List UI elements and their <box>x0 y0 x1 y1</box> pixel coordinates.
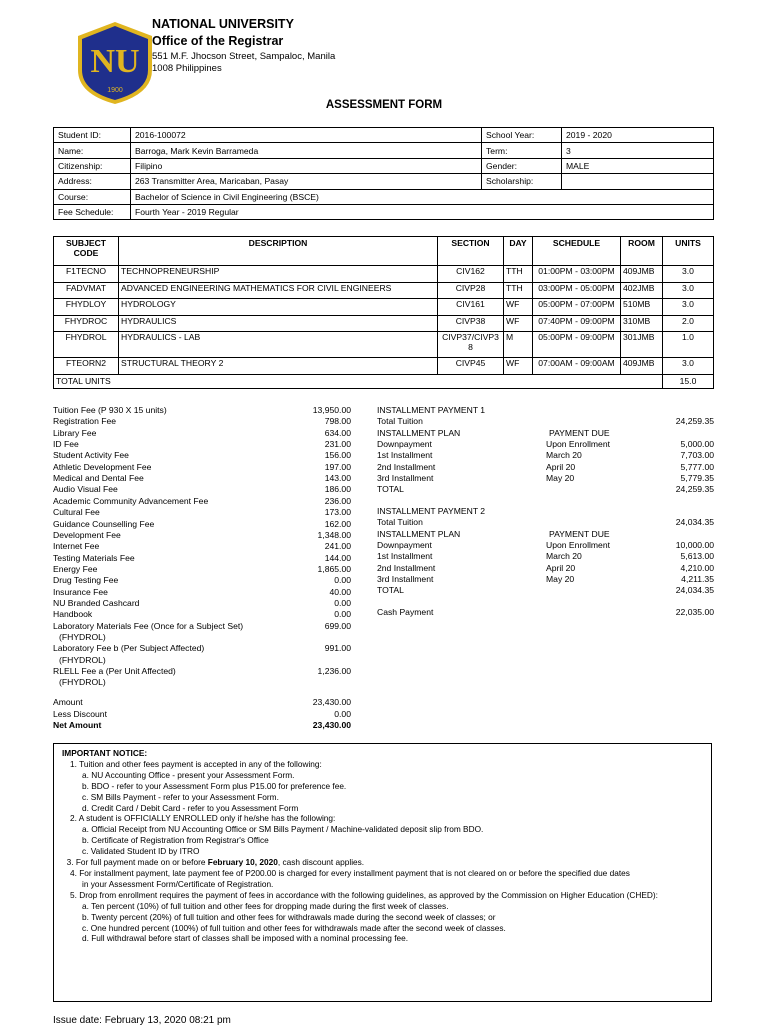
fee-row <box>53 666 351 677</box>
fee-row <box>53 450 351 461</box>
net-amount-label: Net Amount <box>53 720 102 730</box>
fee-row <box>53 484 351 495</box>
fee-schedule-value: Fourth Year - 2019 Regular <box>131 204 714 219</box>
fee-label: ID Fee <box>53 439 79 450</box>
fee-row <box>53 598 351 609</box>
installment-plan-header <box>377 529 714 540</box>
installment-amount: 5,777.00 <box>680 461 714 472</box>
total-tuition-row <box>377 416 714 427</box>
fee-amount: 231.00 <box>324 439 351 450</box>
fee-label: Guidance Counselling Fee <box>53 518 155 529</box>
school-year-value: 2019 - 2020 <box>562 128 714 143</box>
notice-line: a. Official Receipt from NU Accounting Office or SM Bills Payment / Machine-validated deposit slip from BDO. <box>82 824 484 835</box>
fee-label: Laboratory Fee b (Per Subject Affected) <box>53 643 205 654</box>
installment-total-label: TOTAL <box>377 484 404 495</box>
fee-amount: 1,865.00 <box>317 563 351 574</box>
total-units-label: TOTAL UNITS <box>54 374 663 388</box>
fee-amount: 241.00 <box>324 541 351 552</box>
notice-lines-after <box>62 868 711 944</box>
installment-title-row <box>377 506 714 517</box>
installment-amount: 5,613.00 <box>680 551 714 562</box>
subject-section: CIVP37/CIVP38 <box>438 332 504 358</box>
notice-line: 1. Tuition and other fees payment is accepted in any of the following: <box>70 758 322 769</box>
scholarship-value <box>562 174 714 189</box>
fee-amount: 699.00 <box>324 620 351 631</box>
installment-row <box>377 450 714 461</box>
seal-letters: NU <box>90 43 140 80</box>
installment-plan-label: INSTALLMENT PLAN <box>377 528 461 539</box>
fee-row <box>53 553 351 564</box>
fee-row <box>53 677 351 688</box>
subject-code: FADVMAT <box>54 282 119 299</box>
fee-row <box>53 416 351 427</box>
subject-row <box>54 299 714 316</box>
fee-amount: 173.00 <box>324 507 351 518</box>
subject-room: 510MB <box>621 299 663 316</box>
subject-section: CIVP28 <box>438 282 504 299</box>
university-seal-logo <box>72 20 158 106</box>
subject-row <box>54 332 714 358</box>
installment-due: March 20 <box>546 450 582 461</box>
subject-schedule: 01:00PM - 03:00PM <box>533 266 621 283</box>
installment-row <box>377 473 714 484</box>
scholarship-label: Scholarship: <box>482 174 562 189</box>
subject-room: 301JMB <box>621 332 663 358</box>
installment-due: April 20 <box>546 461 576 472</box>
subject-units: 3.0 <box>663 282 714 299</box>
course-label: Course: <box>54 189 131 204</box>
fee-label: Student Activity Fee <box>53 450 129 461</box>
address-value: 263 Transmitter Area, Maricaban, Pasay <box>131 174 482 189</box>
subject-code: FTEORN2 <box>54 358 119 375</box>
gender-value: MALE <box>562 158 714 173</box>
subject-day: TTH <box>504 282 533 299</box>
form-title: ASSESSMENT FORM <box>325 99 443 111</box>
installment-row <box>377 439 714 450</box>
installment-due: Upon Enrollment <box>546 439 611 450</box>
total-tuition-value: 24,034.35 <box>675 517 714 528</box>
fee-label: Development Fee <box>53 529 121 540</box>
subject-room: 409JMB <box>621 266 663 283</box>
header-description: DESCRIPTION <box>119 237 438 266</box>
installment-row <box>377 551 714 562</box>
fee-row <box>53 496 351 507</box>
notice-line: 3. For full payment made on or before February 10, 2020, cash discount applies. <box>66 857 365 868</box>
installment-label: 2nd Installment <box>377 562 436 573</box>
subject-code: FHYDROL <box>54 332 119 358</box>
fee-label: Academic Community Advancement Fee <box>53 495 209 506</box>
fee-row <box>53 621 351 632</box>
discount-row <box>53 709 351 720</box>
subject-section: CIVP38 <box>438 315 504 332</box>
installment-due: March 20 <box>546 551 582 562</box>
total-units-value: 15.0 <box>663 374 714 388</box>
total-tuition-label: Total Tuition <box>377 416 423 427</box>
fee-amount: 0.00 <box>334 609 351 620</box>
notice-line: c. One hundred percent (100%) of full tuition and other fees for withdrawals made after the second week of classes. <box>82 922 506 933</box>
payment-due-label: PAYMENT DUE <box>549 427 610 438</box>
installment-label: 1st Installment <box>377 551 433 562</box>
fee-label: (FHYDROL) <box>59 632 106 642</box>
gender-label: Gender: <box>482 158 562 173</box>
fee-amount: 991.00 <box>324 643 351 654</box>
notice-line: 2. A student is OFFICIALLY ENROLLED only if he/she has the following: <box>70 813 336 824</box>
header-day: DAY <box>504 237 533 266</box>
name-value: Barroga, Mark Kevin Barrameda <box>131 143 482 158</box>
subject-row <box>54 282 714 299</box>
fee-row <box>53 564 351 575</box>
subject-code: FHYDROC <box>54 315 119 332</box>
notice-line: in your Assessment Form/Certificate of Registration. <box>82 878 274 889</box>
installment-due: May 20 <box>546 473 575 484</box>
notice-line: d. Full withdrawal before start of classes shall be imposed with a nominal processing fee. <box>82 933 409 944</box>
fee-label: Drug Testing Fee <box>53 575 119 586</box>
subject-schedule: 03:00PM - 05:00PM <box>533 282 621 299</box>
fee-amount: 162.00 <box>324 518 351 529</box>
subject-schedule: 05:00PM - 07:00PM <box>533 299 621 316</box>
school-year-label: School Year: <box>482 128 562 143</box>
installment-row <box>377 462 714 473</box>
notice-line: c. SM Bills Payment - refer to your Assessment Form. <box>82 791 279 802</box>
name-label: Name: <box>54 143 131 158</box>
subject-room: 409JMB <box>621 358 663 375</box>
fee-amount: 0.00 <box>334 575 351 586</box>
term-value: 3 <box>562 143 714 158</box>
installment-title-row <box>377 405 714 416</box>
subject-day: WF <box>504 358 533 375</box>
installment-label: Downpayment <box>377 439 432 450</box>
net-amount-value: 23,430.00 <box>312 720 351 730</box>
installment-amount: 4,210.00 <box>680 562 714 573</box>
subject-units: 1.0 <box>663 332 714 358</box>
course-value: Bachelor of Science in Civil Engineering (BSCE) <box>131 189 714 204</box>
total-tuition-label: Total Tuition <box>377 517 423 528</box>
subject-description: TECHNOPRENEURSHIP <box>119 266 438 283</box>
subject-description: STRUCTURAL THEORY 2 <box>119 358 438 375</box>
notice-line: b. BDO - refer to your Assessment Form plus P15.00 for preference fee. <box>82 780 347 791</box>
notice-line: 4. For installment payment, late payment fee of P200.00 is charged for every installment payment that is not cleared on or before the specified due dates <box>70 867 630 878</box>
subject-row <box>54 266 714 283</box>
important-notice: IMPORTANT NOTICE: 1. Tuition and other fees payment is accepted in any of the following: a. NU Accounting Office - present your Assessment Form. b. BDO - refer to your Assessment Form plus P15.00 for preference fee. c. SM Bills Payment - refer to your Assessment Form. d. Credit Card / Debit Card - refer to you Assessment Form 2. A student is OFFICIALLY ENROLLED only if he/she has the following: a. Official Receipt from NU Accounting Office or SM Bills Payment / Machine-validated deposit slip from BDO. b. Certificate of Registration from Registrar's Office c. Validated Student ID by ITRO 3. For full payment made on or before February 10, 2020, cash discount applies. 4. For installment payment, late payment fee of P200.00 is charged for every installment payment that is not cleared on or before the specified due dates in your Assessment Form/Certificate of Registration. 5. Drop from enrollment requires the payment of fees in accordance with the following guidelines, as approved by the Commission on Higher Education (CHED): a. Ten percent (10%) of full tuition and other fees for dropping made during the first week of classes. b. Twenty percent (20%) of full tuition and other fees for withdrawals made during the second week of classes; or c. One hundred percent (100%) of full tuition and other fees for withdrawals made after the second week of classes. d. Full withdrawal before start of classes shall be imposed with a nominal processing fee. <box>53 743 712 1002</box>
installment-due: May 20 <box>546 574 575 585</box>
fee-label: Testing Materials Fee <box>53 552 135 563</box>
fee-label: Medical and Dental Fee <box>53 473 144 484</box>
installment-total-value: 24,259.35 <box>675 484 714 495</box>
fee-amount: 143.00 <box>324 473 351 484</box>
fee-amount: 1,348.00 <box>317 529 351 540</box>
subject-description: ADVANCED ENGINEERING MATHEMATICS FOR CIVIL ENGINEERS <box>119 282 438 299</box>
fee-row <box>53 609 351 620</box>
fee-amount: 13,950.00 <box>312 405 351 415</box>
fee-row <box>53 473 351 484</box>
subject-description: HYDRAULICS - LAB <box>119 332 438 358</box>
fee-amount: 236.00 <box>324 495 351 506</box>
fee-label: RLELL Fee a (Per Unit Affected) <box>53 666 176 677</box>
installment-amount: 4,211.35 <box>681 574 714 585</box>
subject-row <box>54 315 714 332</box>
fee-label: Energy Fee <box>53 563 98 574</box>
subject-section: CIV161 <box>438 299 504 316</box>
installment-label: 3rd Installment <box>377 473 434 484</box>
subject-row <box>54 358 714 375</box>
office-name: Office of the Registrar <box>152 34 284 48</box>
discount-value: 0.00 <box>334 708 351 719</box>
fee-amount: 634.00 <box>324 427 351 438</box>
address-label: Address: <box>54 174 131 189</box>
subject-description: HYDROLOGY <box>119 299 438 316</box>
fee-row <box>53 575 351 586</box>
subject-section: CIVP45 <box>438 358 504 375</box>
fee-amount: 186.00 <box>324 484 351 495</box>
notice-lines <box>62 759 711 857</box>
fee-row <box>53 632 351 643</box>
fee-row <box>53 519 351 530</box>
fee-row <box>53 587 351 598</box>
subjects-table <box>53 236 714 389</box>
subject-schedule: 07:00AM - 09:00AM <box>533 358 621 375</box>
fee-label: Laboratory Materials Fee (Once for a Subject Set) <box>53 620 244 631</box>
subject-units: 3.0 <box>663 358 714 375</box>
fee-amount: 197.00 <box>324 461 351 472</box>
subject-code: FHYDLOY <box>54 299 119 316</box>
address-line-2: 1008 Philippines <box>152 63 222 74</box>
student-id-value: 2016-100072 <box>131 128 482 143</box>
subject-day: M <box>504 332 533 358</box>
installment-label: 3rd Installment <box>377 574 434 585</box>
subject-schedule: 07:40PM - 09:00PM <box>533 315 621 332</box>
header-section: SECTION <box>438 237 504 266</box>
fee-label: Library Fee <box>53 427 97 438</box>
fee-amount: 798.00 <box>324 416 351 427</box>
installment-amount: 5,000.00 <box>680 439 714 450</box>
amount-value: 23,430.00 <box>312 697 351 707</box>
fee-row <box>53 655 351 666</box>
installment-total-value: 24,034.35 <box>675 585 714 596</box>
issue-date: Issue date: February 13, 2020 08:21 pm <box>53 1015 231 1026</box>
subject-units: 3.0 <box>663 266 714 283</box>
total-tuition-row <box>377 517 714 528</box>
subject-schedule: 05:00PM - 09:00PM <box>533 332 621 358</box>
fee-label: NU Branded Cashcard <box>53 597 140 608</box>
student-info-table <box>53 127 714 220</box>
installment-plan-label: INSTALLMENT PLAN <box>377 427 461 438</box>
fee-amount: 144.00 <box>324 552 351 563</box>
subject-day: WF <box>504 299 533 316</box>
installment-plan-header <box>377 428 714 439</box>
installment-due: Upon Enrollment <box>546 540 611 551</box>
total-tuition-value: 24,259.35 <box>675 416 714 427</box>
fee-amount: 1,236.00 <box>317 666 351 677</box>
subject-units: 2.0 <box>663 315 714 332</box>
notice-title: IMPORTANT NOTICE <box>62 748 145 758</box>
citizenship-value: Filipino <box>131 158 482 173</box>
fee-row <box>53 439 351 450</box>
total-units-row <box>54 374 714 388</box>
fee-amount: 40.00 <box>329 586 351 597</box>
fee-amount: 156.00 <box>324 450 351 461</box>
fee-label: Registration Fee <box>53 416 117 427</box>
notice-line: b. Twenty percent (20%) of full tuition and other fees for withdrawals made during the second week of classes; or <box>82 911 496 922</box>
fee-label: Insurance Fee <box>53 586 108 597</box>
fee-label: (FHYDROL) <box>59 654 106 665</box>
installment-title: INSTALLMENT PAYMENT 2 <box>377 506 486 516</box>
fee-row <box>53 541 351 552</box>
notice-line: d. Credit Card / Debit Card - refer to you Assessment Form <box>82 802 299 813</box>
subject-day: WF <box>504 315 533 332</box>
notice-line: a. Ten percent (10%) of full tuition and other fees for dropping made during the first week of classes. <box>82 900 449 911</box>
installment-total-row <box>377 484 714 495</box>
installment-amount: 10,000.00 <box>675 540 714 551</box>
installment-label: 2nd Installment <box>377 461 436 472</box>
header-schedule: SCHEDULE <box>533 237 621 266</box>
citizenship-label: Citizenship: <box>54 158 131 173</box>
fee-label: Audio Visual Fee <box>53 484 118 495</box>
fee-label: (FHYDROL) <box>59 677 106 688</box>
installment-row <box>377 574 714 585</box>
installment-row <box>377 540 714 551</box>
notice-line: a. NU Accounting Office - present your Assessment Form. <box>82 769 295 780</box>
installment-label: Downpayment <box>377 540 432 551</box>
notice-line: c. Validated Student ID by ITRO <box>82 846 200 857</box>
subject-units: 3.0 <box>663 299 714 316</box>
header-room: ROOM <box>621 237 663 266</box>
subject-room: 402JMB <box>621 282 663 299</box>
net-amount-row <box>53 720 351 731</box>
installment-row <box>377 563 714 574</box>
fee-row <box>53 643 351 654</box>
term-label: Term: <box>482 143 562 158</box>
cash-payment-row <box>377 607 714 618</box>
header-subject-code: SUBJECT CODE <box>54 237 119 266</box>
fee-label: Athletic Development Fee <box>53 461 152 472</box>
installment-label: 1st Installment <box>377 450 433 461</box>
payment-due-label: PAYMENT DUE <box>549 528 610 539</box>
cash-payment-value: 22,035.00 <box>675 607 714 617</box>
fee-row <box>53 530 351 541</box>
installment-amount: 7,703.00 <box>680 450 714 461</box>
seal-year: 1900 <box>107 87 123 94</box>
subject-room: 310MB <box>621 315 663 332</box>
fee-label: Tuition Fee (P 930 X 15 units) <box>53 405 167 415</box>
fee-label: Cultural Fee <box>53 507 100 518</box>
installment-total-label: TOTAL <box>377 585 404 596</box>
fee-row <box>53 462 351 473</box>
installment-amount: 5,779.35 <box>680 473 714 484</box>
amount-label: Amount <box>53 697 83 707</box>
notice-line: 5. Drop from enrollment requires the payment of fees in accordance with the following guidelines, as approved by the Commission on Higher Education (CHED): <box>70 889 658 900</box>
notice-line: b. Certificate of Registration from Registrar's Office <box>82 835 269 846</box>
fee-row <box>53 428 351 439</box>
cash-payment-label: Cash Payment <box>377 607 434 617</box>
amount-row <box>53 697 351 708</box>
fee-row <box>53 507 351 518</box>
address-line-1: 551 M.F. Jhocson Street, Sampaloc, Manila <box>152 51 336 62</box>
subject-code: F1TECNO <box>54 266 119 283</box>
fee-schedule-label: Fee Schedule: <box>54 204 131 219</box>
university-name: NATIONAL UNIVERSITY <box>152 17 294 31</box>
fee-amount: 0.00 <box>334 597 351 608</box>
fee-label: Handbook <box>53 609 93 620</box>
subject-description: HYDRAULICS <box>119 315 438 332</box>
student-id-label: Student ID: <box>54 128 131 143</box>
fee-label: Internet Fee <box>53 541 100 552</box>
subject-section: CIV162 <box>438 266 504 283</box>
fee-row <box>53 405 351 416</box>
discount-label: Less Discount <box>53 708 107 719</box>
installment-total-row <box>377 585 714 596</box>
installment-title: INSTALLMENT PAYMENT 1 <box>377 405 486 415</box>
subject-day: TTH <box>504 266 533 283</box>
header-units: UNITS <box>663 237 714 266</box>
installment-due: April 20 <box>546 562 576 573</box>
